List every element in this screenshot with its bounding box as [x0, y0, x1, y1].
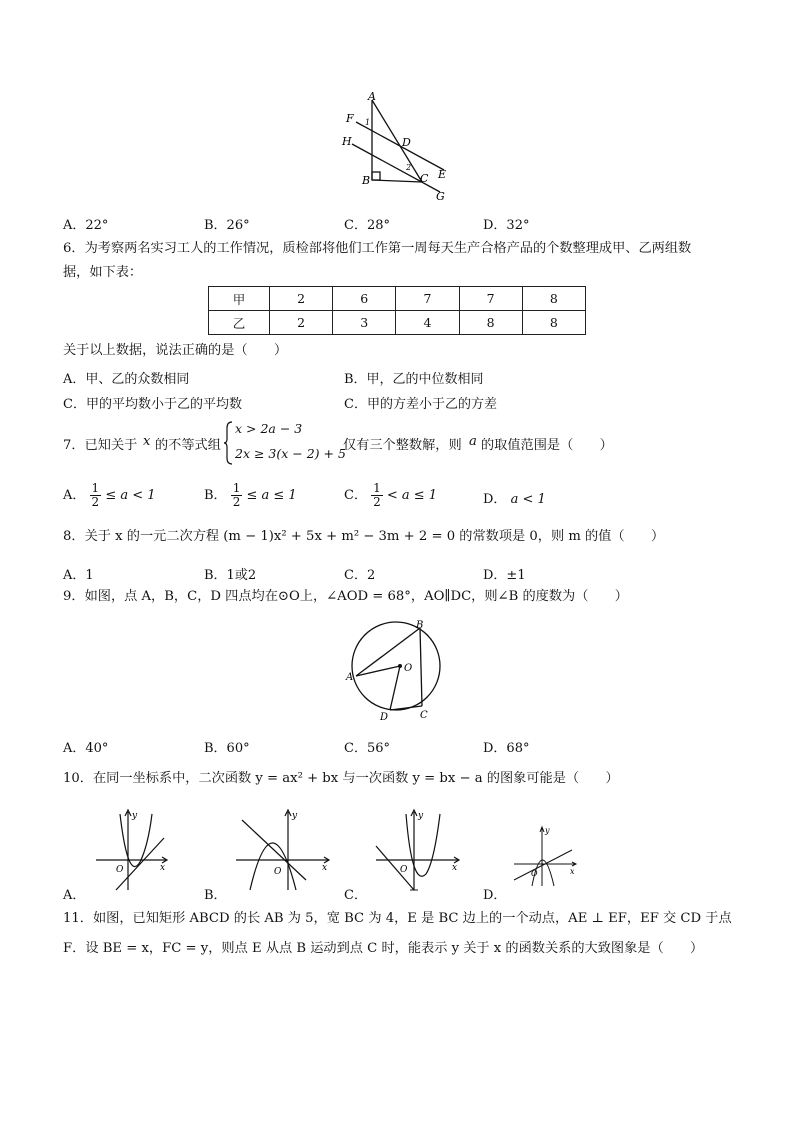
q8-option-d[interactable]: D．±1 [483, 568, 526, 583]
q7-brace [223, 420, 233, 466]
q5-label-A: A [368, 92, 376, 103]
q6-option-c[interactable]: C．甲的平均数小于乙的平均数 [63, 397, 242, 412]
fraction [231, 482, 243, 509]
q5-label-D: D [402, 136, 411, 149]
q10-graph-b [232, 806, 332, 892]
table-cell: 8 [522, 311, 585, 335]
q7-option-c[interactable] [344, 482, 437, 509]
q6-stem-line2: 据，如下表： [63, 265, 143, 280]
q7-var-x: x [143, 434, 151, 449]
q6-option-a[interactable]: A．甲、乙的众数相同 [63, 372, 190, 387]
q10c-y-label: y [418, 811, 424, 821]
q10b-y-label: y [292, 811, 298, 821]
table-row [209, 311, 586, 335]
q9-circle-figure [344, 614, 448, 724]
q6-stem-line1: 6．为考察两名实习工人的工作情况，质检部将他们工作第一周每天生产合格产品的个数整理成甲、乙两组数 [63, 241, 692, 256]
option-text: a < 1 [510, 492, 546, 507]
q5-option-b[interactable]: B．26° [204, 218, 250, 233]
q10d-x-label: x [570, 867, 575, 876]
q9-option-b[interactable]: B．60° [204, 741, 250, 756]
option-letter: A． [63, 488, 86, 503]
table-cell: 6 [333, 287, 396, 311]
table-cell: 7 [396, 287, 459, 311]
q9-label-A: A [346, 672, 354, 683]
q7-ineq1: x > 2a − 3 [235, 421, 303, 436]
q7-prefix: 7．已知关于 [63, 438, 138, 453]
table-cell: 8 [522, 287, 585, 311]
q10-graph-c [372, 806, 462, 892]
fraction [90, 482, 102, 509]
q7-suffix1: 仅有三个整数解，则 [343, 438, 462, 453]
table-cell: 3 [333, 311, 396, 335]
q5-option-c[interactable]: C．28° [344, 218, 390, 233]
q5-figure [338, 92, 458, 204]
q9-option-d[interactable]: D．68° [483, 741, 530, 756]
option-text: ≤ a < 1 [105, 488, 156, 503]
q9-label-C: C [420, 710, 428, 721]
q8-stem: 8．关于 x 的一元二次方程 (m − 1)x² + 5x + m² − 3m + 2 = 0 的常数项是 0，则 m 的值（ ） [63, 529, 665, 544]
q11-line2: F．设 BE = x，FC = y，则点 E 从点 B 运动到点 C 时，能表示 y 关于 x 的函数关系的大致图象是（ ） [63, 941, 704, 956]
q5-option-d[interactable]: D．32° [483, 218, 530, 233]
q11-line1: 11．如图，已知矩形 ABCD 的长 AB 为 5，宽 BC 为 4，E 是 BC 边上的一个动点，AE ⊥ EF，EF 交 CD 于点 [63, 911, 732, 926]
fraction-denominator: 2 [91, 495, 100, 509]
q10-option-a[interactable]: A． [63, 888, 86, 903]
q5-option-a[interactable]: A．22° [63, 218, 109, 233]
q7-option-d[interactable] [483, 488, 546, 507]
q7-suffix2: 的取值范围是（ ） [481, 438, 613, 453]
table-cell: 甲 [209, 287, 270, 311]
q7-mid: 的不等式组 [155, 438, 221, 453]
q9-stem: 9．如图，点 A，B，C，D 四点均在⊙O上，∠AOD = 68°，AO∥DC，则∠B 的度数为（ ） [63, 589, 628, 604]
table-row [209, 287, 586, 311]
q7-option-b[interactable] [204, 482, 297, 509]
table-cell: 乙 [209, 311, 270, 335]
table-cell: 2 [270, 311, 333, 335]
q10-graph-a [92, 806, 172, 892]
q10-option-b[interactable]: B． [204, 888, 227, 903]
q5-label-H: H [342, 135, 352, 148]
q7-var-a: a [469, 434, 477, 449]
q5-label-F: F [346, 112, 354, 125]
fraction-denominator: 2 [373, 495, 381, 509]
q5-label-E: E [438, 168, 447, 181]
q10b-x-label: x [322, 863, 328, 873]
fraction-numerator: 1 [232, 481, 241, 495]
q8-option-a[interactable]: A．1 [63, 568, 94, 583]
fraction-denominator: 2 [232, 495, 241, 509]
q7-option-a[interactable] [63, 482, 156, 509]
q6-option-d[interactable]: C．甲的方差小于乙的方差 [344, 397, 497, 412]
q10d-y-label: y [545, 826, 550, 835]
q10-option-c[interactable]: C． [344, 888, 367, 903]
q10d-origin-label: O [531, 869, 538, 878]
q10c-x-label: x [452, 863, 458, 873]
q8-option-c[interactable]: C．2 [344, 568, 376, 583]
option-letter: B． [204, 488, 227, 503]
q9-label-D: D [380, 712, 389, 723]
q10-graph-d [510, 824, 580, 888]
q10c-origin-label: O [400, 865, 408, 875]
q6-data-table [208, 286, 586, 335]
option-text: ≤ a ≤ 1 [246, 488, 297, 503]
q10b-origin-label: O [274, 867, 282, 877]
q10-option-d[interactable]: D． [483, 888, 507, 903]
q9-label-O: O [404, 663, 413, 674]
q10-stem: 10．在同一坐标系中，二次函数 y = ax² + bx 与一次函数 y = bx − a 的图象可能是（ ） [63, 771, 619, 786]
q9-label-B: B [416, 620, 424, 631]
q5-label-1: 1 [365, 118, 371, 127]
q6-question: 关于以上数据，说法正确的是（ ） [63, 343, 288, 358]
fraction-numerator: 1 [373, 481, 381, 495]
option-letter: C． [344, 488, 367, 503]
q6-option-b[interactable]: B．甲，乙的中位数相同 [344, 372, 484, 387]
q9-option-a[interactable]: A．40° [63, 741, 109, 756]
fraction-numerator: 1 [91, 481, 100, 495]
q5-label-C: C [420, 172, 429, 185]
q9-option-c[interactable]: C．56° [344, 741, 390, 756]
q10a-y-label: y [132, 811, 138, 821]
table-cell: 8 [459, 311, 522, 335]
q7-ineq2: 2x ≥ 3(x − 2) + 5 [235, 446, 346, 461]
table-cell: 4 [396, 311, 459, 335]
q5-label-G: G [436, 190, 445, 203]
table-cell: 7 [459, 287, 522, 311]
table-cell: 2 [270, 287, 333, 311]
q8-option-b[interactable]: B．1或2 [204, 568, 257, 583]
q5-label-2: 2 [406, 163, 412, 172]
option-text: < a ≤ 1 [386, 488, 438, 503]
option-letter: D． [483, 492, 507, 507]
q10a-x-label: x [160, 863, 166, 873]
q5-label-B: B [362, 174, 371, 187]
fraction [371, 482, 383, 509]
q10a-origin-label: O [116, 865, 124, 875]
